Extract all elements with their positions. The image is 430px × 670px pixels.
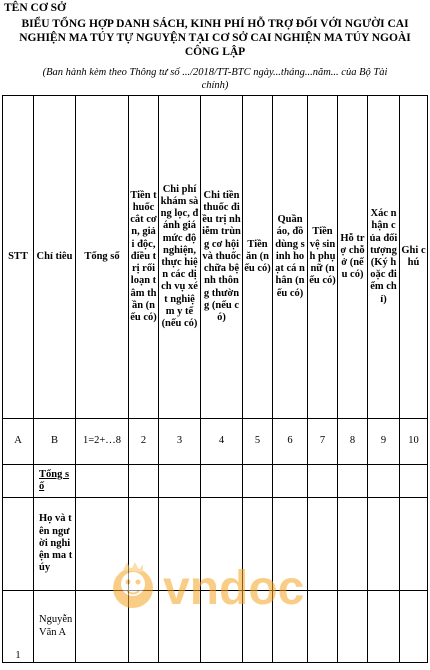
empty-cell bbox=[273, 465, 308, 498]
index-cell: 4 bbox=[201, 419, 243, 465]
empty-cell bbox=[159, 465, 201, 498]
empty-cell bbox=[338, 465, 368, 498]
header-food: Tiền ăn (nếu có) bbox=[243, 96, 273, 419]
index-cell: 3 bbox=[159, 419, 201, 465]
index-cell: 8 bbox=[338, 419, 368, 465]
row-label-person: Nguyễn Văn A bbox=[34, 591, 76, 663]
empty-cell bbox=[400, 465, 428, 498]
empty-cell bbox=[368, 591, 400, 663]
document-title bbox=[4, 17, 426, 59]
vndoc-watermark-logo bbox=[103, 558, 348, 616]
index-row bbox=[3, 419, 428, 465]
mascot-icon bbox=[113, 562, 153, 608]
title-line-3: CÔNG LẬP bbox=[184, 46, 246, 58]
empty-cell bbox=[129, 465, 159, 498]
index-cell: 6 bbox=[273, 419, 308, 465]
header-detox-drugs: Tiền thuốc cắt cơn, giải độc, điều trị rối loạn tâm thần (nếu có) bbox=[129, 96, 159, 419]
header-row bbox=[3, 96, 428, 419]
header-infection-drugs: Chi tiền thuốc điều trị nhiễm trùng cơ hội và thuốc chữa bệnh thông thường (nếu có) bbox=[201, 96, 243, 419]
header-screening-cost: Chi phí khám sàng lọc, đánh giá mức độ nghiện, thực hiện các dịch vụ xét nghiệm y tế (nếu có) bbox=[159, 96, 201, 419]
index-cell: A bbox=[3, 419, 34, 465]
row-stt bbox=[3, 465, 34, 498]
row-label-addict-name: Họ và tên người nghiện ma túy bbox=[34, 498, 76, 591]
index-cell: 2 bbox=[129, 419, 159, 465]
title-line-1: BIỂU TỔNG HỢP DANH SÁCH, KINH PHÍ HỖ TRỢ ĐỐI VỚI NGƯỜI CAI bbox=[21, 18, 409, 30]
watermark-text: vndoc bbox=[163, 562, 305, 615]
empty-cell bbox=[368, 498, 400, 591]
index-cell: 7 bbox=[308, 419, 338, 465]
empty-cell bbox=[368, 465, 400, 498]
table-row bbox=[3, 465, 428, 498]
document-subtitle bbox=[4, 66, 426, 92]
index-cell: 1=2+…8 bbox=[76, 419, 129, 465]
header-housing: Hỗ trợ chỗ ở (nếu có) bbox=[338, 96, 368, 419]
header-confirmation: Xác nhận của đối tượng (Ký hoặc điểm chỉ) bbox=[368, 96, 400, 419]
empty-cell bbox=[400, 498, 428, 591]
row-stt: 1 bbox=[3, 591, 34, 663]
empty-cell bbox=[400, 591, 428, 663]
empty-cell bbox=[308, 465, 338, 498]
index-cell: 5 bbox=[243, 419, 273, 465]
header-total: Tổng số bbox=[76, 96, 129, 419]
empty-cell bbox=[243, 465, 273, 498]
row-label-total: Tổng số bbox=[34, 465, 76, 498]
header-hygiene: Tiền vệ sinh phụ nữ (nếu có) bbox=[308, 96, 338, 419]
index-cell: B bbox=[34, 419, 76, 465]
subtitle-line-1: (Ban hành kèm theo Thông tư số .../2018/TT-BTC ngày...tháng...năm... của Bộ Tài bbox=[42, 67, 388, 78]
header-indicator: Chỉ tiêu bbox=[34, 96, 76, 419]
header-stt: STT bbox=[3, 96, 34, 419]
row-stt bbox=[3, 498, 34, 591]
index-cell: 9 bbox=[368, 419, 400, 465]
empty-cell bbox=[201, 465, 243, 498]
empty-cell bbox=[76, 465, 129, 498]
title-line-2: NGHIỆN MA TÚY TỰ NGUYỆN TẠI CƠ SỞ CAI NGHIỆN MA TÚY NGOÀI bbox=[19, 32, 411, 44]
organization-name: TÊN CƠ SỞ bbox=[4, 2, 66, 14]
index-cell: 10 bbox=[400, 419, 428, 465]
header-notes: Ghi chú bbox=[400, 96, 428, 419]
subtitle-line-2: chính) bbox=[201, 80, 229, 91]
header-clothing: Quần áo, đồ dùng sinh hoạt cá nhân (nếu có) bbox=[273, 96, 308, 419]
